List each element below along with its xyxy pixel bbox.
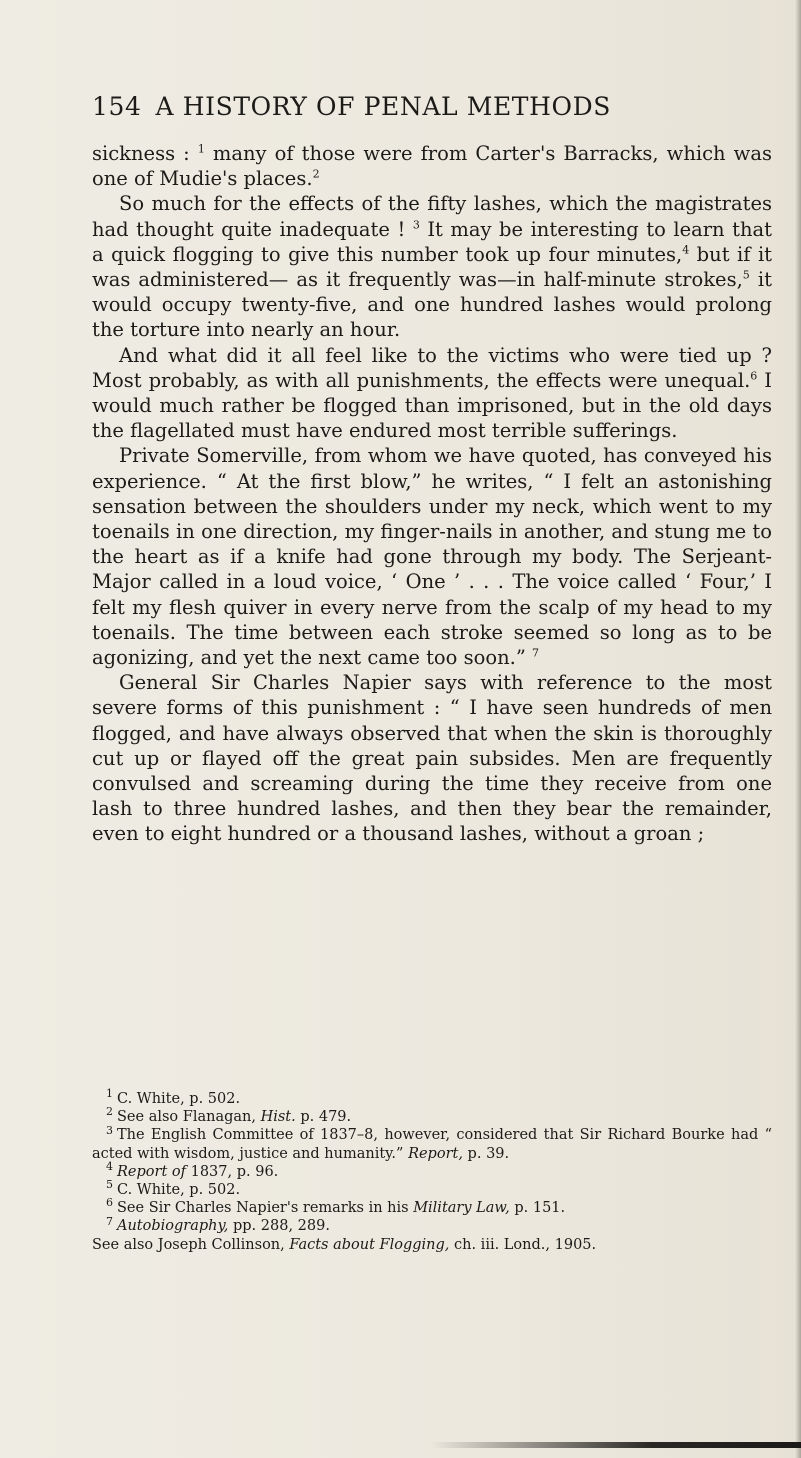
footnote-title: Autobiography, bbox=[117, 1218, 229, 1235]
footnote-number: 5 bbox=[106, 1178, 113, 1192]
footnote-number: 1 bbox=[106, 1087, 113, 1101]
text-run: many of those were from Carter's Barracks, which was one of Mudie's places. bbox=[92, 142, 773, 191]
footnote-title: Report of bbox=[117, 1163, 186, 1180]
text-run: General Sir Charles Napier says with reference to the most severe forms of this punishment : “ I have seen hundreds of men flogged, and have always observed that when the skin is thoroughly cut up or flayed off the great pain subsides. Men are frequently convulsed and screaming during the time they receive from one lash to three hundred lashes, and then they bear the remainder, even to eight hundred or a thousand lashes, without a groan ; bbox=[92, 671, 772, 846]
footnote-7-continued bbox=[92, 1236, 772, 1254]
footnote-2 bbox=[92, 1105, 772, 1126]
footnotes bbox=[92, 1087, 772, 1254]
body-text bbox=[92, 141, 772, 847]
paragraph-5 bbox=[92, 670, 772, 846]
running-header bbox=[92, 92, 772, 126]
footnote-title: Facts about Flogging, bbox=[289, 1236, 450, 1253]
footnote-ref: 7 bbox=[532, 646, 540, 660]
footnote-number: 7 bbox=[106, 1214, 113, 1228]
text-run: Private Somerville, from whom we have quoted, has conveyed his experience. “ At the first blow,” he writes, “ I felt an astonishing sensation between the shoulders under my neck, which went to my toenails in one direction, my finger-nails in another, and stung me to the heart as if a knife had gone through my body. The Serjeant-Major called in a loud voice, ‘ One ’ . . . The voice called ‘ Four,’ I felt my flesh quiver in every nerve from the scalp of my head to my toenails. The time between each stroke seemed so long as to be agonizing, and yet the next came too soon.” bbox=[92, 444, 772, 670]
footnote-5 bbox=[92, 1178, 772, 1199]
footnote-text: The English Committee of 1837–8, however, considered that Sir Richard Bourke had “ acted with wisdom, justice and humanity.” bbox=[92, 1127, 772, 1162]
footnote-number: 2 bbox=[106, 1105, 113, 1119]
text-run: sickness : bbox=[92, 142, 198, 165]
footnote-ref: 2 bbox=[312, 167, 320, 181]
footnote-text: ch. iii. Lond., 1905. bbox=[449, 1236, 597, 1253]
page-edge-shadow bbox=[795, 0, 801, 1458]
footnote-text: See also Joseph Collinson, bbox=[92, 1236, 290, 1253]
footnote-text: C. White, p. 502. bbox=[117, 1091, 241, 1107]
footnote-text: 1837, p. 96. bbox=[185, 1163, 279, 1180]
footnote-ref: 3 bbox=[412, 218, 420, 232]
text-run: It may be interesting to learn that a quick flogging to give this number took up four minutes, bbox=[92, 217, 772, 266]
footnote-ref: 4 bbox=[682, 243, 690, 257]
footnote-ref: 5 bbox=[742, 268, 750, 282]
text-run: I would much rather be flogged than imprisoned, but in the old days the flagellated must have endured most terrible sufferings. bbox=[92, 368, 772, 443]
text-run: but if it was administered— as it frequently was—in half-minute strokes, bbox=[92, 242, 773, 292]
text-run: So much for the effects of the fifty lashes, which the magistrates had thought quite inadequate ! bbox=[92, 192, 772, 241]
text-run: it would occupy twenty-five, and one hundred lashes would prolong the torture into nearly an hour. bbox=[92, 268, 772, 342]
footnote-text: pp. 288, 289. bbox=[228, 1218, 330, 1235]
footnote-ref: 6 bbox=[750, 369, 758, 383]
page-edge-line bbox=[430, 1442, 801, 1448]
footnote-7 bbox=[92, 1214, 772, 1235]
footnote-4 bbox=[92, 1159, 772, 1181]
footnote-title: Military Law, bbox=[413, 1200, 510, 1217]
paragraph-1 bbox=[92, 141, 772, 191]
footnote-number: 6 bbox=[106, 1196, 113, 1210]
paragraph-2 bbox=[92, 191, 772, 342]
running-title: A HISTORY OF PENAL METHODS bbox=[155, 92, 611, 121]
footnote-text: See Sir Charles Napier's remarks in his bbox=[117, 1200, 414, 1217]
footnote-text: C. White, p. 502. bbox=[117, 1182, 241, 1199]
text-run: And what did it all feel like to the victims who were tied up ? Most probably, as with all punishments, the effects were unequal. bbox=[92, 343, 772, 392]
page-number: 154 bbox=[92, 92, 142, 121]
footnote-number: 3 bbox=[106, 1123, 113, 1137]
footnote-text: p. 39. bbox=[462, 1145, 510, 1162]
footnote-1 bbox=[92, 1087, 772, 1108]
paragraph-3 bbox=[92, 343, 772, 444]
footnote-title: Hist. bbox=[260, 1109, 296, 1126]
footnote-text: See also Flanagan, bbox=[117, 1109, 261, 1126]
paragraph-4 bbox=[92, 443, 772, 670]
footnote-number: 4 bbox=[106, 1159, 113, 1173]
footnote-6 bbox=[92, 1196, 772, 1217]
footnote-ref: 1 bbox=[197, 142, 205, 156]
footnote-3 bbox=[92, 1123, 772, 1162]
footnote-text: p. 151. bbox=[509, 1200, 566, 1217]
footnote-title: Report, bbox=[408, 1145, 463, 1162]
footnote-text: p. 479. bbox=[295, 1109, 352, 1126]
